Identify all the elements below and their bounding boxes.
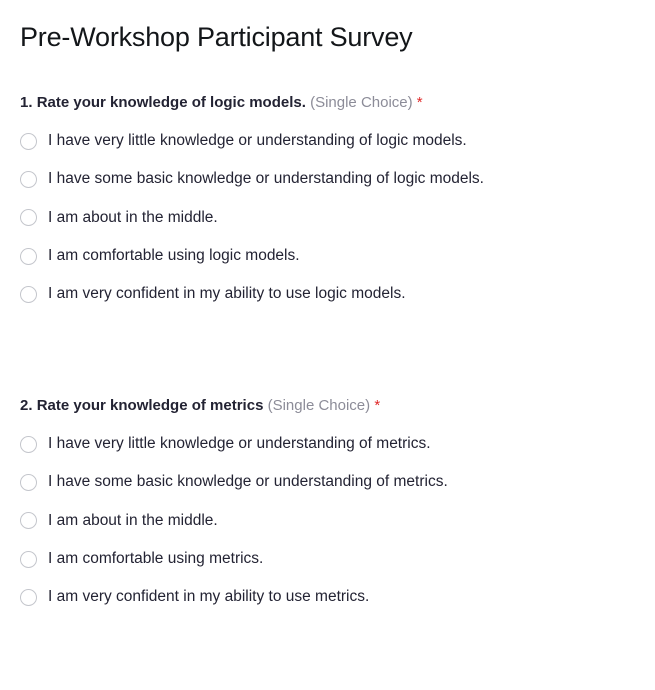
question-text: Rate your knowledge of metrics (36, 397, 264, 414)
option-label[interactable]: I have some basic knowledge or understanding of metrics. (48, 473, 448, 491)
option-label[interactable]: I am very confident in my ability to use metrics. (48, 588, 370, 606)
question-type: (Single Choice) (267, 397, 371, 414)
radio-option[interactable] (20, 275, 640, 313)
option-label[interactable]: I am comfortable using metrics. (48, 550, 264, 568)
question-number: 2. (20, 397, 33, 414)
question-text: Rate your knowledge of logic models. (36, 94, 306, 111)
page-title: Pre-Workshop Participant Survey (20, 22, 413, 52)
radio-button[interactable] (20, 171, 37, 188)
radio-option[interactable] (20, 160, 640, 198)
option-label[interactable]: I have very little knowledge or understanding of metrics. (48, 435, 431, 453)
radio-button[interactable] (20, 209, 37, 226)
radio-button[interactable] (20, 248, 37, 265)
option-label[interactable]: I have very little knowledge or understanding of logic models. (48, 132, 467, 150)
question-1-label (20, 93, 640, 113)
radio-button[interactable] (20, 551, 37, 568)
option-label[interactable]: I have some basic knowledge or understanding of logic models. (48, 170, 484, 188)
radio-option[interactable] (20, 578, 640, 616)
radio-option[interactable] (20, 463, 640, 501)
question-2 (20, 396, 640, 616)
question-1-options (20, 122, 640, 313)
question-number: 1. (20, 94, 33, 111)
radio-option[interactable] (20, 122, 640, 160)
option-label[interactable]: I am very confident in my ability to use logic models. (48, 285, 406, 303)
option-label[interactable]: I am about in the middle. (48, 511, 218, 529)
radio-option[interactable] (20, 502, 640, 540)
required-marker: * (374, 397, 381, 414)
radio-option[interactable] (20, 540, 640, 578)
radio-button[interactable] (20, 474, 37, 491)
radio-option[interactable] (20, 199, 640, 237)
required-marker: * (416, 94, 423, 111)
radio-option[interactable] (20, 237, 640, 275)
radio-button[interactable] (20, 589, 37, 606)
question-1 (20, 93, 640, 313)
radio-option[interactable] (20, 425, 640, 463)
radio-button[interactable] (20, 512, 37, 529)
option-label[interactable]: I am about in the middle. (48, 208, 218, 226)
radio-button[interactable] (20, 286, 37, 303)
radio-button[interactable] (20, 436, 37, 453)
question-2-options (20, 425, 640, 616)
radio-button[interactable] (20, 133, 37, 150)
question-2-label (20, 396, 640, 416)
question-type: (Single Choice) (310, 94, 413, 111)
option-label[interactable]: I am comfortable using logic models. (48, 247, 300, 265)
